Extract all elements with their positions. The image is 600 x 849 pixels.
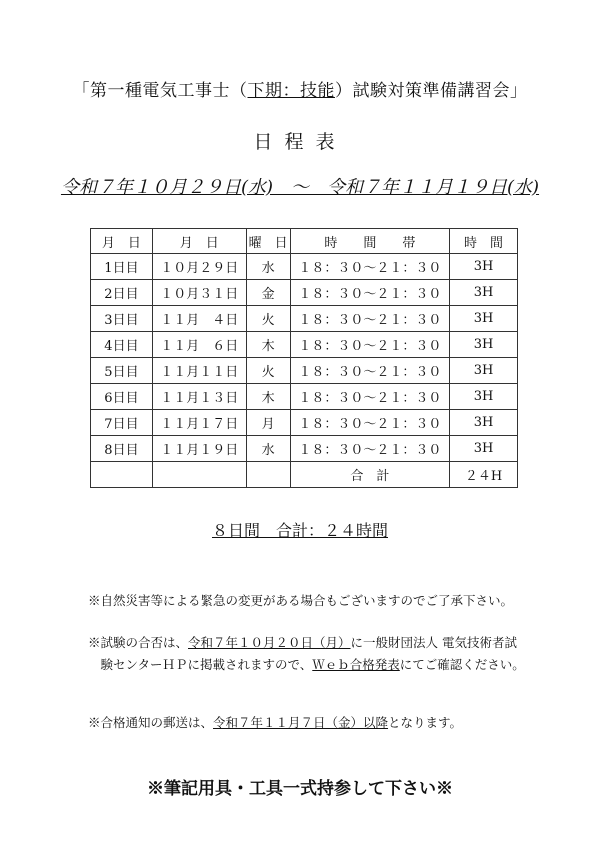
table-row [91, 254, 518, 280]
day-number-cell: 8日目 [91, 436, 153, 462]
web-results-link: Ｗｅｂ合格発表 [312, 657, 400, 672]
time-slot-cell: １８：３０～２１：３０ [290, 306, 450, 332]
summary-total: ８日間 合計：２４時間 [211, 521, 388, 540]
header-weekday: 曜 日 [246, 229, 290, 254]
hours-cell: 3H [450, 384, 518, 410]
mailing-date: 令和７年１１月７日（金）以降 [213, 715, 389, 730]
day-number-cell: 5日目 [91, 358, 153, 384]
total-value: ２４H [450, 462, 518, 488]
time-slot-cell: １８：３０～２１：３０ [290, 410, 450, 436]
hours-cell: 3H [450, 332, 518, 358]
weekday-cell: 火 [246, 306, 290, 332]
day-number-cell: 1日目 [91, 254, 153, 280]
table-header-row [91, 229, 518, 254]
title-suffix: ）試験対策準備講習会」 [335, 81, 528, 101]
table-row [91, 306, 518, 332]
table-row [91, 332, 518, 358]
time-slot-cell: １８：３０～２１：３０ [290, 436, 450, 462]
total-empty-cell [152, 462, 246, 488]
time-slot-cell: １８：３０～２１：３０ [290, 254, 450, 280]
total-label: 合 計 [290, 462, 450, 488]
day-number-cell: 2日目 [91, 280, 153, 306]
note-disaster: ※自然災害等による緊急の変更がある場合もございますのでご了承下さい。 [88, 593, 514, 608]
hours-cell: 3H [450, 436, 518, 462]
weekday-cell: 木 [246, 332, 290, 358]
table-row [91, 436, 518, 462]
date-cell: １０月２９日 [152, 254, 246, 280]
weekday-cell: 月 [246, 410, 290, 436]
schedule-heading: 日程表 [253, 131, 347, 153]
time-slot-cell: １８：３０～２１：３０ [290, 358, 450, 384]
hours-cell: 3H [450, 280, 518, 306]
weekday-cell: 火 [246, 358, 290, 384]
time-slot-cell: １８：３０～２１：３０ [290, 280, 450, 306]
day-number-cell: 3日目 [91, 306, 153, 332]
date-cell: １１月 ４日 [152, 306, 246, 332]
table-row [91, 384, 518, 410]
date-cell: １１月１９日 [152, 436, 246, 462]
header-time-slot: 時 間 帯 [290, 229, 450, 254]
note-text: 験センターＨＰに掲載されますので、 [88, 657, 313, 672]
weekday-cell: 金 [246, 280, 290, 306]
note-text: ※合格通知の郵送は、 [88, 715, 214, 730]
page-title [0, 76, 600, 101]
time-slot-cell: １８：３０～２１：３０ [290, 332, 450, 358]
total-empty-cell [246, 462, 290, 488]
course-period: 令和７年１０月２９日(水) ～ 令和７年１１月１９日(水) [60, 177, 540, 198]
header-day-number: 月 日 [91, 229, 153, 254]
note-results [88, 632, 548, 676]
date-cell: １１月１３日 [152, 384, 246, 410]
weekday-cell: 木 [246, 384, 290, 410]
note-text: となります。 [388, 715, 463, 730]
note-text: に一般財団法人 電気技術者試 [350, 635, 518, 650]
table-row [91, 358, 518, 384]
hours-cell: 3H [450, 254, 518, 280]
total-empty-cell [91, 462, 153, 488]
note-text: にてご確認ください。 [399, 657, 525, 672]
results-date: 令和７年１０月２０日（月） [188, 635, 351, 650]
time-slot-cell: １８：３０～２１：３０ [290, 384, 450, 410]
hours-cell: 3H [450, 306, 518, 332]
total-row [91, 462, 518, 488]
hours-cell: 3H [450, 410, 518, 436]
date-cell: １０月３１日 [152, 280, 246, 306]
weekday-cell: 水 [246, 254, 290, 280]
footer-notice: ※筆記用具・工具一式持参して下さい※ [147, 779, 453, 799]
title-prefix: 「第一種電気工事士（ [72, 81, 248, 101]
day-number-cell: 6日目 [91, 384, 153, 410]
schedule-table [90, 228, 518, 488]
title-highlight: 下期：技能 [247, 81, 335, 101]
hours-cell: 3H [450, 358, 518, 384]
note-mailing [88, 712, 548, 734]
date-cell: １１月 ６日 [152, 332, 246, 358]
table-row [91, 410, 518, 436]
date-cell: １１月１１日 [152, 358, 246, 384]
header-date: 月 日 [152, 229, 246, 254]
table-row [91, 280, 518, 306]
date-cell: １１月１７日 [152, 410, 246, 436]
weekday-cell: 水 [246, 436, 290, 462]
header-hours: 時 間 [450, 229, 518, 254]
day-number-cell: 7日目 [91, 410, 153, 436]
day-number-cell: 4日目 [91, 332, 153, 358]
note-text: ※試験の合否は、 [88, 635, 189, 650]
